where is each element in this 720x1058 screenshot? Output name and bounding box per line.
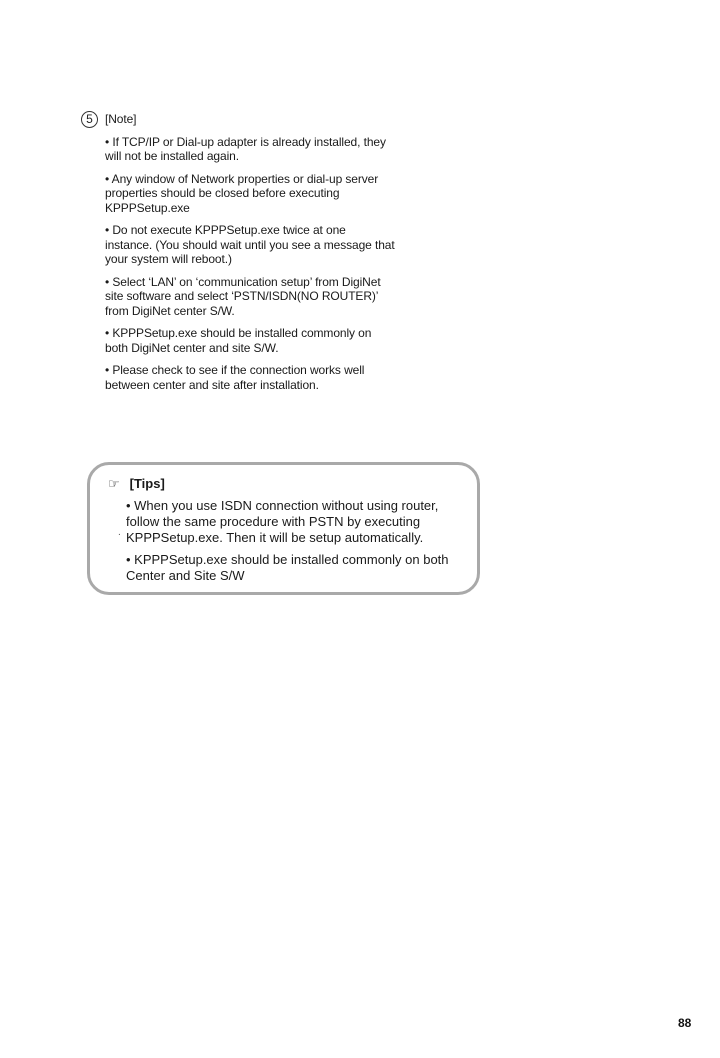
tips-title: [Tips] [129,476,165,491]
tips-item: • When you use ISDN connection without using router, follow the same procedure with PSTN by executing KPPPSetup.exe. Then it will be setup automatically. [126,498,439,545]
note-item: • If TCP/IP or Dial-up adapter is already installed, they will not be installed again. [105,134,386,163]
note-item: • KPPPSetup.exe should be installed commonly on both DigiNet center and site S/W. [105,326,372,355]
note-title: [Note] [105,112,137,126]
note-section [105,112,395,400]
tips-dot: . [118,527,121,538]
tips-header [108,476,165,492]
tips-box [87,462,480,595]
note-item: • Do not execute KPPPSetup.exe twice at one instance. (You should wait until you see a message that your system will reboot.) [105,223,395,266]
note-item: • Select ‘LAN’ on ‘communication setup’ from DigiNet site software and select ‘PSTN/ISDN(NO ROUTER)’ from DigiNet center S/W. [105,274,381,318]
tips-list [126,498,471,590]
page-number: 88 [678,1016,692,1030]
note-item: • Any window of Network properties or dial-up server properties should be closed before executing KPPPSetup.exe [105,171,379,215]
pointing-hand-icon: ☞ [108,476,120,491]
tips-item: • KPPPSetup.exe should be installed commonly on both Center and Site S/W [126,552,449,583]
step-number-badge: 5 [81,111,98,128]
note-item: • Please check to see if the connection works well between center and site after installation. [105,363,365,392]
